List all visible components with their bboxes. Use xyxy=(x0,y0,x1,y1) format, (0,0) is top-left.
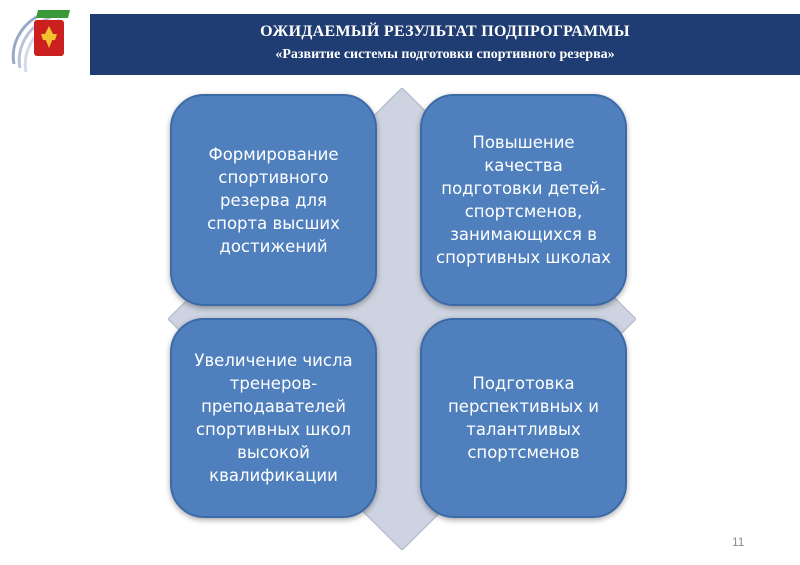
page-subtitle: «Развитие системы подготовки спортивного резерва» xyxy=(275,47,615,62)
emblem-logo xyxy=(8,4,82,78)
result-card-sports-reserve: Формирование спортивного резерва для спорта высших достижений xyxy=(170,94,377,306)
result-card-talented-athletes: Подготовка перспективных и талантливых спортсменов xyxy=(420,318,627,518)
header-banner xyxy=(90,14,800,75)
page-number: 11 xyxy=(732,535,745,549)
result-card-qualified-coaches: Увеличение числа тренеров- преподавателей спортивных школ высокой квалификации xyxy=(170,318,377,518)
page-title: ОЖИДАЕМЫЙ РЕЗУЛЬТАТ ПОДПРОГРАММЫ xyxy=(260,23,630,40)
result-card-training-quality: Повышение качества подготовки детей- спортсменов, занимающихся в спортивных школах xyxy=(420,94,627,306)
